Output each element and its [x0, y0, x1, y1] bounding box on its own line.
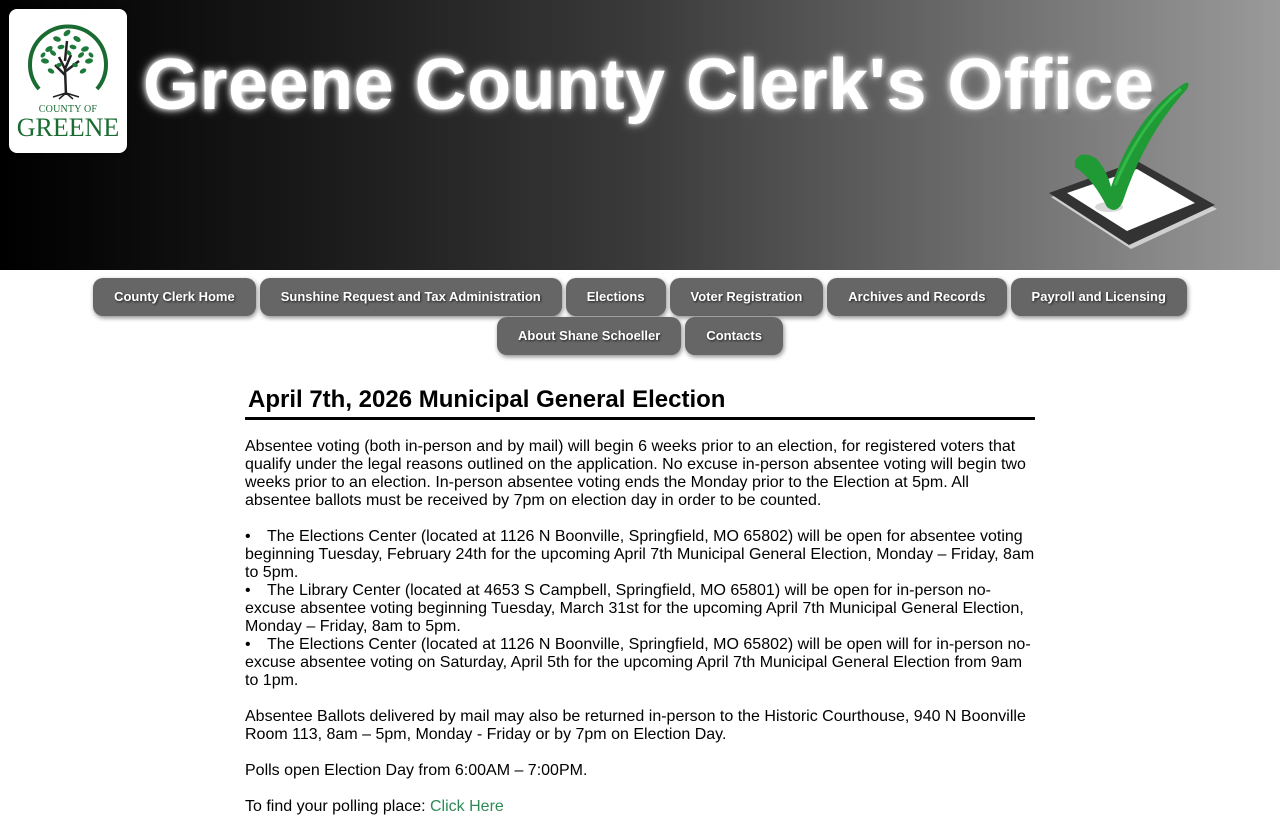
polls-hours-paragraph: Polls open Election Day from 6:00AM – 7:00PM. — [245, 762, 588, 779]
nav-voter-registration[interactable]: Voter Registration — [670, 278, 824, 316]
checkbox-checked-icon — [1045, 75, 1225, 260]
list-item — [245, 636, 1035, 690]
polling-place-label: To find your polling place: — [245, 798, 430, 815]
page-title: April 7th, 2026 Municipal General Election — [245, 385, 1035, 420]
bullet-icon: • — [245, 636, 251, 653]
polling-place-link[interactable]: Click Here — [430, 798, 504, 815]
nav-sunshine-request[interactable]: Sunshine Request and Tax Administration — [260, 278, 562, 316]
list-item — [245, 528, 1035, 582]
intro-paragraph: Absentee voting (both in-person and by mail) will begin 6 weeks prior to an election, for registered voters that qualify under the legal reasons outlined on the application. No excuse in-person absentee voting will begin two weeks prior to an election. In-person absentee voting ends the Monday prior to the Election at 5pm. All absentee ballots must be received by 7pm on election day in order to be counted. — [245, 438, 1026, 509]
bullet-icon: • — [245, 582, 251, 599]
logo-text-greene: GREENE — [16, 113, 120, 142]
header-banner — [0, 0, 1280, 270]
mail-return-paragraph: Absentee Ballots delivered by mail may also be returned in-person to the Historic Courthouse, 940 N Boonville Room 113, 8am – 5pm, Monday - Friday or by 7pm on Election Day. — [245, 708, 1026, 743]
nav-about-shane-schoeller[interactable]: About Shane Schoeller — [497, 317, 681, 355]
tree-icon — [9, 9, 127, 109]
list-item-text: The Elections Center (located at 1126 N Boonville, Springfield, MO 65802) will be open will for in-person no-excuse absentee voting on Saturday, April 5th for the upcoming April 7th Municipal General Election from 9am to 1pm. — [245, 636, 1031, 689]
nav-elections[interactable]: Elections — [566, 278, 666, 316]
absentee-locations-list — [245, 528, 1035, 690]
county-logo[interactable] — [9, 9, 127, 153]
main-content — [245, 385, 1035, 816]
nav-county-clerk-home[interactable]: County Clerk Home — [93, 278, 256, 316]
list-item — [245, 582, 1035, 636]
nav-archives-records[interactable]: Archives and Records — [827, 278, 1006, 316]
bullet-icon: • — [245, 528, 251, 545]
list-item-text: The Elections Center (located at 1126 N Boonville, Springfield, MO 65802) will be open for absentee voting beginning Tuesday, February 24th for the upcoming April 7th Municipal General Election, Monday – Friday, 8am to 5pm. — [245, 528, 1035, 581]
site-title: Greene County Clerk's Office — [143, 45, 1155, 125]
nav-contacts[interactable]: Contacts — [685, 317, 783, 355]
nav-payroll-licensing[interactable]: Payroll and Licensing — [1011, 278, 1187, 316]
polling-place-paragraph — [245, 798, 1035, 816]
list-item-text: The Library Center (located at 4653 S Campbell, Springfield, MO 65801) will be open for in-person no-excuse absentee voting beginning Tuesday, March 31st for the upcoming April 7th Municipal General Election, Monday – Friday, 8am to 5pm. — [245, 582, 1024, 635]
main-nav — [0, 270, 1280, 356]
logo-text-county-of: COUNTY OF — [38, 104, 98, 115]
